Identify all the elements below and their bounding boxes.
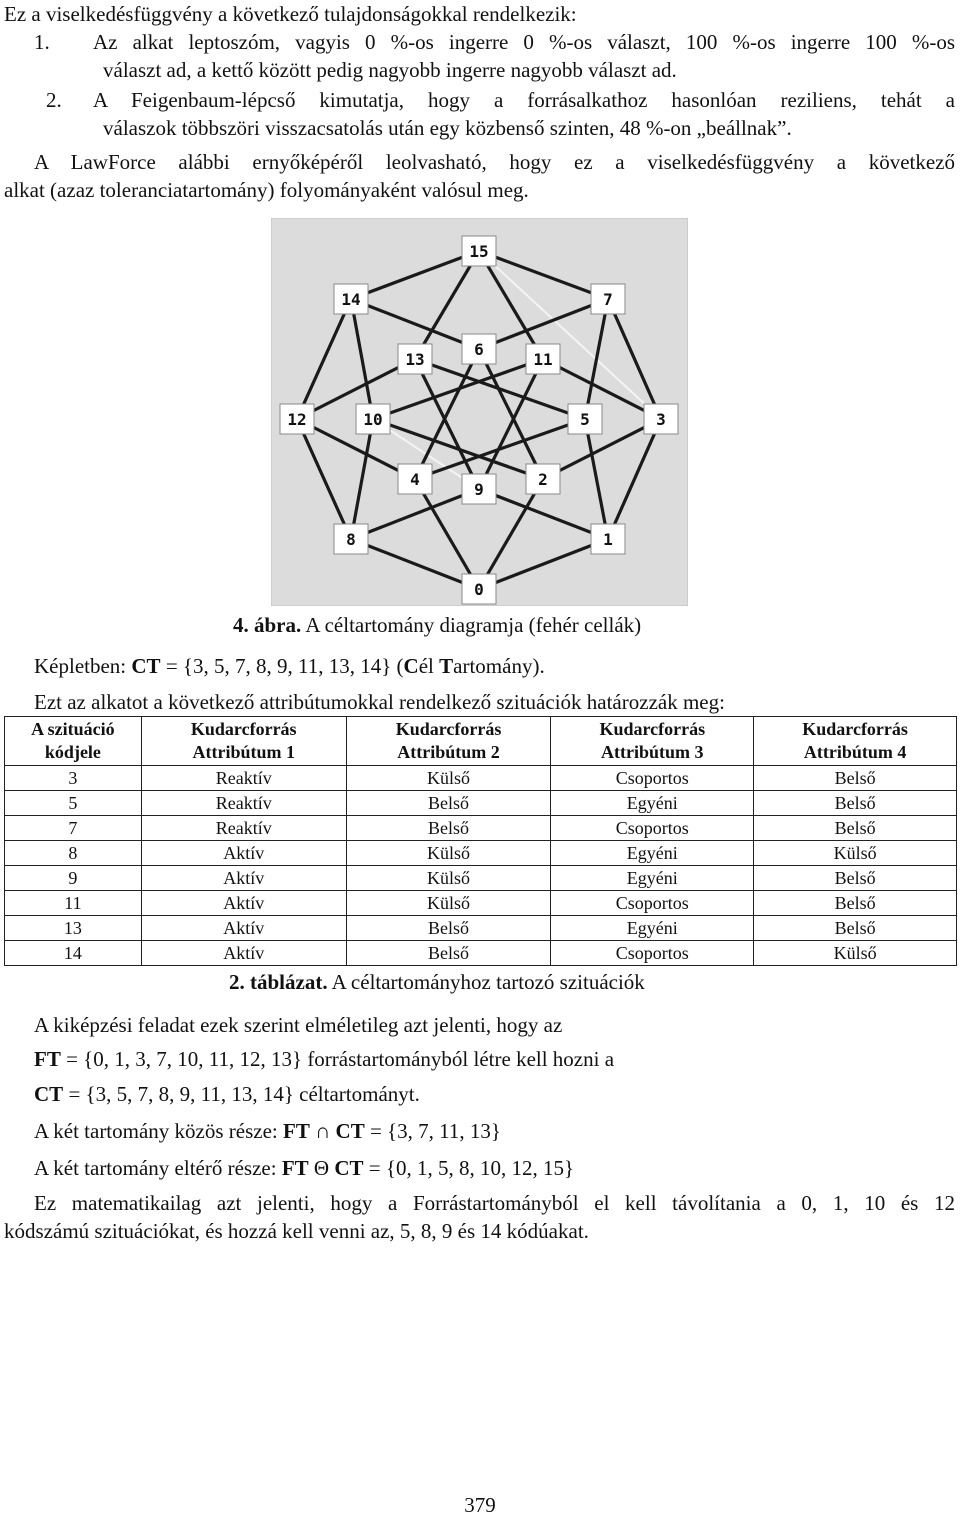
paragraph-line-b: alkat (azaz toleranciatartomány) folyományaként valósul meg. [4, 178, 529, 202]
formula-prefix: Képletben: [34, 654, 132, 678]
figure-caption-label: 4. ábra. [233, 613, 302, 637]
lattice-node [398, 344, 432, 374]
situation-table [4, 716, 957, 966]
table-cell: Belső [754, 766, 957, 791]
common-text: = {3, 7, 11, 13} [364, 1119, 501, 1143]
table-row [5, 941, 957, 966]
table-cell: Egyéni [551, 841, 754, 866]
table-cell: Belső [754, 916, 957, 941]
lattice-node [591, 524, 625, 554]
header-code-line1: A szituáció [31, 719, 115, 739]
header-attr3-line2: Attribútum 3 [601, 742, 704, 762]
header-attr2 [346, 717, 551, 766]
common-op: ∩ [309, 1119, 336, 1143]
lattice-node [526, 344, 560, 374]
lattice-node [334, 284, 368, 314]
table-cell: Reaktív [141, 816, 346, 841]
lattice-node [462, 474, 496, 504]
diff-ft: FT [281, 1156, 309, 1180]
lattice-node-label: 9 [474, 480, 484, 499]
lattice-node [526, 464, 560, 494]
intro-line: Ez a viselkedésfüggvény a következő tulajdonságokkal rendelkezik: [4, 2, 577, 26]
lattice-node [462, 334, 496, 364]
table-cell: Csoportos [551, 766, 754, 791]
figure-caption-text: A céltartomány diagramja (fehér cellák) [301, 613, 642, 637]
table-intro: Ezt az alkatot a következő attribútumokkal rendelkező szituációk határozzák meg: [34, 690, 725, 714]
lattice-node [398, 464, 432, 494]
table-header-row [5, 717, 957, 766]
diff-ct: CT [334, 1156, 364, 1180]
header-attr1 [141, 717, 346, 766]
formula-el: él [418, 654, 440, 678]
table-cell: Belső [346, 916, 551, 941]
table-cell: 7 [5, 816, 142, 841]
table-cell: Aktív [141, 916, 346, 941]
lattice-node-label: 6 [474, 340, 484, 359]
table-row [5, 866, 957, 891]
formula-t: T [439, 654, 454, 678]
lattice-node-label: 11 [533, 350, 553, 369]
formula-ct: CT [131, 654, 161, 678]
list-item-2-number: 2. [46, 88, 62, 112]
lattice-node-label: 10 [363, 410, 383, 429]
table-cell: Egyéni [551, 866, 754, 891]
list-item-2-line-a: A Feigenbaum-lépcső kimutatja, hogy a forrásalkathoz hasonlóan reziliens, tehát a [93, 88, 955, 112]
page-number: 379 [464, 1493, 496, 1517]
formula-c: C [403, 654, 419, 678]
table-cell: Aktív [141, 941, 346, 966]
common-prefix: A két tartomány közös része: [34, 1119, 284, 1143]
table-caption-text: A céltartományhoz tartozó szituációk [327, 970, 645, 994]
table-cell: 3 [5, 766, 142, 791]
lattice-node [462, 574, 496, 604]
lattice-node-label: 0 [474, 580, 484, 599]
closing-final-b: kódszámú szituációkat, és hozzá kell venni az, 5, 8, 9 és 14 kódúakat. [4, 1219, 589, 1243]
closing-line-1: A kiképzési feladat ezek szerint elméletileg azt jelenti, hogy az [34, 1013, 563, 1037]
table-cell: 11 [5, 891, 142, 916]
table-cell: Külső [346, 891, 551, 916]
table-cell: Külső [754, 941, 957, 966]
table-cell: Csoportos [551, 816, 754, 841]
table-cell: Belső [754, 791, 957, 816]
table-cell: 14 [5, 941, 142, 966]
table-cell: Reaktív [141, 766, 346, 791]
table-cell: Csoportos [551, 941, 754, 966]
formula-line [34, 652, 545, 680]
table-cell: 8 [5, 841, 142, 866]
lattice-diagram [271, 218, 688, 606]
common-ct: CT [335, 1119, 365, 1143]
table-cell: Csoportos [551, 891, 754, 916]
table-cell: Külső [346, 841, 551, 866]
lattice-node [356, 404, 390, 434]
closing-common-line [34, 1117, 501, 1145]
lattice-node-label: 15 [469, 242, 489, 261]
lattice-node-label: 1 [603, 530, 613, 549]
figure-caption [233, 611, 641, 639]
lattice-node-label: 13 [405, 350, 425, 369]
table-cell: Belső [346, 791, 551, 816]
header-attr3-line1: Kudarcforrás [599, 719, 706, 739]
lattice-node-label: 7 [603, 290, 613, 309]
table-cell: Egyéni [551, 916, 754, 941]
lattice-node-label: 12 [287, 410, 307, 429]
ct-text: = {3, 5, 7, 8, 9, 11, 13, 14} céltartományt. [63, 1082, 420, 1106]
table-cell: Aktív [141, 841, 346, 866]
list-item-2-line-b: válaszok többszöri visszacsatolás után egy közbenső szinten, 48 %-on „beállnak”. [103, 116, 792, 140]
lattice-node-label: 3 [656, 410, 666, 429]
closing-final-a: Ez matematikailag azt jelenti, hogy a Forrástartományból el kell távolítania a 0, 1, 10 és 12 [34, 1191, 955, 1215]
header-attr1-line2: Attribútum 1 [192, 742, 295, 762]
table-cell: 5 [5, 791, 142, 816]
table-cell: Külső [346, 766, 551, 791]
lattice-node [280, 404, 314, 434]
list-item-1-number: 1. [34, 30, 50, 54]
lattice-node [462, 236, 496, 266]
header-attr2-line1: Kudarcforrás [395, 719, 502, 739]
table-cell: Reaktív [141, 791, 346, 816]
lattice-node [568, 404, 602, 434]
header-code [5, 717, 142, 766]
table-cell: Aktív [141, 891, 346, 916]
table-caption-label: 2. táblázat. [229, 970, 328, 994]
header-attr3 [551, 717, 754, 766]
table-cell: 9 [5, 866, 142, 891]
closing-ct-line [34, 1080, 420, 1108]
closing-ft-line [34, 1045, 614, 1073]
table-cell: Aktív [141, 866, 346, 891]
header-attr2-line2: Attribútum 2 [397, 742, 500, 762]
ft-text: = {0, 1, 3, 7, 10, 11, 12, 13} forrástartományból létre kell hozni a [60, 1047, 615, 1071]
lattice-node-label: 4 [410, 470, 420, 489]
lattice-node-label: 5 [580, 410, 590, 429]
lattice-node [644, 404, 678, 434]
table-cell: Belső [346, 816, 551, 841]
lattice-node [334, 524, 368, 554]
table-cell: Belső [754, 891, 957, 916]
lattice-node-label: 8 [346, 530, 356, 549]
ct-label: CT [34, 1082, 64, 1106]
header-code-line2: kódjele [44, 742, 101, 762]
table-cell: Belső [754, 866, 957, 891]
table-cell: 13 [5, 916, 142, 941]
table-row [5, 891, 957, 916]
list-item-1-line-a: Az alkat leptoszóm, vagyis 0 %-os ingerre 0 %-os választ, 100 %-os ingerre 100 %-os [93, 30, 955, 54]
lattice-node [591, 284, 625, 314]
table-cell: Egyéni [551, 791, 754, 816]
table-row [5, 841, 957, 866]
formula-set: = {3, 5, 7, 8, 9, 11, 13, 14} ( [160, 654, 404, 678]
header-attr4 [754, 717, 957, 766]
header-attr4-line2: Attribútum 4 [803, 742, 907, 762]
formula-artomany: artomány). [453, 654, 545, 678]
diff-prefix: A két tartomány eltérő része: [34, 1156, 282, 1180]
table-caption [229, 968, 645, 996]
table-row [5, 816, 957, 841]
ft-label: FT [34, 1047, 61, 1071]
lattice-node-label: 14 [341, 290, 361, 309]
diff-text: = {0, 1, 5, 8, 10, 12, 15} [363, 1156, 575, 1180]
common-ft: FT [283, 1119, 310, 1143]
table-cell: Belső [346, 941, 551, 966]
table-cell: Külső [346, 866, 551, 891]
table-cell: Belső [754, 816, 957, 841]
table-row [5, 791, 957, 816]
diff-op: Θ [308, 1156, 335, 1180]
header-attr4-line1: Kudarcforrás [802, 719, 908, 739]
table-cell: Külső [754, 841, 957, 866]
lattice-node-label: 2 [538, 470, 548, 489]
header-attr1-line1: Kudarcforrás [190, 719, 297, 739]
closing-diff-line [34, 1154, 574, 1182]
list-item-1-line-b: választ ad, a kettő között pedig nagyobb ingerre nagyobb választ ad. [103, 58, 677, 82]
table-row [5, 916, 957, 941]
table-row [5, 766, 957, 791]
paragraph-line-a: A LawForce alábbi ernyőképéről leolvasható, hogy ez a viselkedésfüggvény a következő [34, 150, 955, 174]
